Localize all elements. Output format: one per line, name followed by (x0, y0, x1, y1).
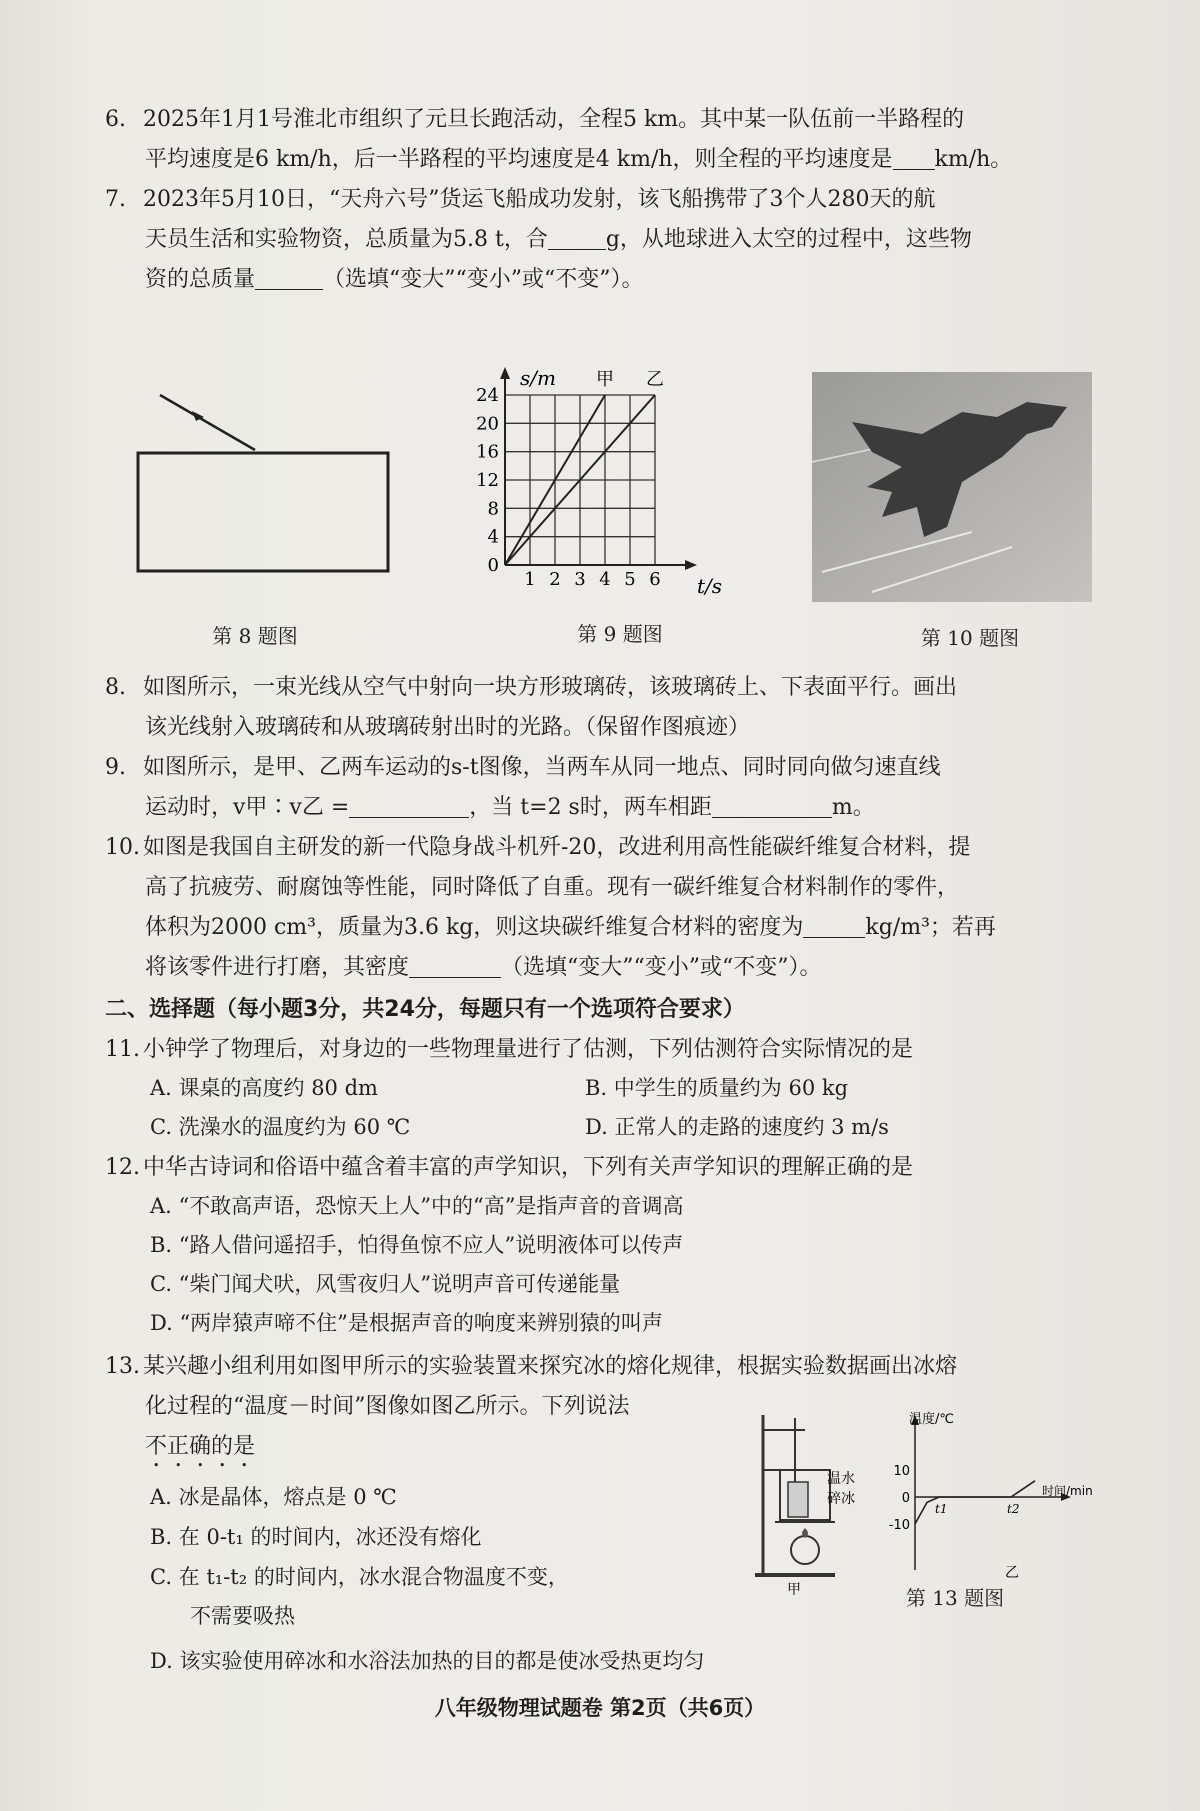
label-figure-yi: 乙 (1005, 1565, 1019, 1581)
question-number: 13. (105, 1354, 140, 1379)
q10-line4b: （选填“变大”“变小”或“不变”）。 (501, 955, 822, 980)
q7-line3a: 资的总质量 (145, 267, 256, 292)
q10-line1: 如图是我国自主研发的新一代隐身战斗机歼-20，改进利用高性能碳纤维复合材料，提 (143, 835, 971, 860)
y-tick-label: 20 (476, 413, 499, 435)
q13-option-d[interactable]: D. 该实验使用碎冰和水浴法加热的目的都是使冰受热更均匀 (150, 1649, 705, 1673)
q8-line1: 如图所示，一束光线从空气中射向一块方形玻璃砖，该玻璃砖上、下表面平行。画出 (143, 675, 958, 700)
x-tick-label: 1 (524, 569, 536, 590)
figure-9-st-chart (465, 365, 735, 605)
q7-line3b: （选填“变大”“变小”或“不变”）。 (323, 267, 644, 292)
x-tick-label: t1 (935, 1502, 948, 1516)
label-crushed-ice: 碎冰 (827, 1491, 855, 1507)
series-label: 甲 (596, 369, 614, 390)
q10-line2: 高了抗疲劳、耐腐蚀等性能，同时降低了自重。现有一碳纤维复合材料制作的零件， (145, 875, 960, 900)
x-tick-label: 6 (649, 569, 661, 590)
q11-option-c[interactable]: C. 洗澡水的温度约为 60 ℃ (150, 1115, 411, 1139)
q10-line3a: 体积为2000 cm³，质量为3.6 kg，则这块碳纤维复合材料的密度为 (145, 915, 804, 940)
y-tick-label: 16 (476, 441, 499, 463)
figure-13-caption: 第 13 题图 (905, 1586, 1005, 1610)
x-tick-label: 4 (599, 569, 611, 590)
x-axis-label: 时间/min (1042, 1484, 1093, 1498)
y-tick-label: 8 (487, 498, 499, 520)
answer-blank[interactable] (548, 223, 606, 250)
q10-line3b: kg/m³；若再 (865, 915, 996, 940)
q12-option-a[interactable]: A. “不敢高声语，恐惊天上人”中的“高”是指声音的音调高 (150, 1194, 684, 1218)
answer-blank[interactable] (349, 791, 469, 818)
figure-13-temperature-chart (885, 1405, 1100, 1585)
question-number: 9. (105, 755, 126, 780)
y-tick-label: 24 (476, 385, 499, 406)
figure-10-j20-photo (812, 372, 1092, 602)
q12-option-d[interactable]: D. “两岸猿声啼不住”是根据声音的响度来辨别猿的叫声 (150, 1311, 663, 1335)
q13-option-a[interactable]: A. 冰是晶体，熔点是 0 ℃ (150, 1485, 397, 1509)
y-tick-label: 0 (901, 1491, 910, 1506)
answer-blank[interactable] (893, 143, 935, 170)
question-6 (105, 100, 1090, 180)
section-2-heading: 二、选择题（每小题3分，共24分，每题只有一个选项符合要求） (105, 997, 745, 1022)
q7-line1: 2023年5月10日，“天舟六号”货运飞船成功发射，该飞船携带了3个人280天的航 (143, 187, 936, 212)
q11-stem: 小钟学了物理后，对身边的一些物理量进行了估测，下列估测符合实际情况的是 (143, 1037, 914, 1062)
x-tick-label: 3 (574, 569, 586, 590)
q13-option-b[interactable]: B. 在 0-t₁ 的时间内，冰还没有熔化 (150, 1525, 482, 1549)
y-axis-label: 温度/℃ (909, 1412, 954, 1427)
question-number: 12. (105, 1155, 140, 1180)
q13-line3: 不正确的是 (145, 1434, 256, 1459)
x-tick-label: t2 (1007, 1502, 1020, 1516)
series-label: 乙 (646, 369, 664, 390)
glass-brick-rect (138, 453, 388, 571)
question-9 (105, 748, 1090, 828)
answer-blank[interactable] (255, 263, 323, 290)
chart-ticks (889, 1464, 1020, 1533)
y-tick-label: 10 (893, 1464, 910, 1479)
incident-ray (160, 395, 255, 450)
x-tick-label: 2 (549, 569, 561, 590)
q7-line2b: g，从地球进入太空的过程中，这些物 (605, 227, 972, 252)
y-tick-label: 0 (487, 555, 499, 576)
page-footer: 八年级物理试题卷 第2页（共6页） (434, 1696, 766, 1720)
q8-line2: 该光线射入玻璃砖和从玻璃砖射出时的光路。（保留作图痕迹） (145, 715, 751, 740)
x-tick-label: 5 (624, 569, 636, 590)
question-10 (105, 828, 1090, 988)
question-number: 6. (105, 107, 126, 132)
q9-line2c: m。 (831, 795, 875, 820)
answer-blank[interactable] (712, 791, 832, 818)
q11-option-d[interactable]: D. 正常人的走路的速度约 3 m/s (585, 1115, 889, 1139)
q9-line1: 如图所示，是甲、乙两车运动的s-t图像，当两车从同一地点、同时同向做匀速直线 (143, 755, 941, 780)
q11-option-b[interactable]: B. 中学生的质量约为 60 kg (585, 1076, 849, 1100)
y-tick-label: 4 (487, 526, 499, 548)
q13-line1: 某兴趣小组利用如图甲所示的实验装置来探究冰的熔化规律，根据实验数据画出冰熔 (143, 1354, 958, 1379)
question-number: 10. (105, 835, 140, 860)
answer-blank[interactable] (409, 951, 501, 978)
question-12 (105, 1148, 1090, 1188)
q7-line2a: 天员生活和实验物资，总质量为5.8 t，合 (145, 227, 548, 252)
alcohol-lamp (791, 1536, 819, 1564)
question-11 (105, 1030, 1090, 1070)
question-7 (105, 180, 1090, 300)
label-figure-jia: 甲 (787, 1582, 801, 1595)
question-number: 11. (105, 1037, 140, 1062)
question-number: 8. (105, 675, 126, 700)
q13-line2: 化过程的“温度－时间”图像如图乙所示。下列说法 (145, 1394, 630, 1419)
q6-unit: km/h。 (934, 147, 1013, 172)
y-tick-label: 12 (476, 470, 499, 491)
test-tube (788, 1482, 808, 1517)
q6-line1: 2025年1月1号淮北市组织了元旦长跑活动，全程5 km。其中某一队伍前一半路程的 (143, 107, 965, 132)
answer-blank[interactable] (803, 911, 865, 938)
label-warm-water: 温水 (827, 1471, 855, 1487)
y-axis-label: s/m (520, 366, 556, 390)
q13-option-c[interactable]: C. 在 t₁-t₂ 的时间内，冰水混合物温度不变， (150, 1565, 569, 1589)
figure-9-caption: 第 9 题图 (577, 622, 663, 646)
chart-series (505, 369, 664, 565)
question-number: 7. (105, 187, 126, 212)
question-8 (105, 668, 1090, 748)
figure-8-glass-brick (130, 385, 400, 585)
q9-line2b: ，当 t=2 s时，两车相距 (469, 795, 712, 820)
figure-10-caption: 第 10 题图 (920, 626, 1020, 650)
chart-ticks (476, 385, 661, 590)
q12-stem: 中华古诗词和俗语中蕴含着丰富的声学知识，下列有关声学知识的理解正确的是 (143, 1155, 914, 1180)
q11-option-a[interactable]: A. 课桌的高度约 80 dm (150, 1076, 378, 1100)
x-axis-label: t/s (697, 574, 723, 598)
x-axis-arrow-icon (685, 560, 697, 570)
q12-option-c[interactable]: C. “柴门闻犬吠，风雪夜归人”说明声音可传递能量 (150, 1272, 621, 1296)
q9-line2a: 运动时，v甲∶v乙 = (145, 795, 350, 820)
q12-option-b[interactable]: B. “路人借问遥招手，怕得鱼惊不应人”说明液体可以传声 (150, 1233, 684, 1257)
figure-8-caption: 第 8 题图 (212, 624, 298, 648)
figure-13-apparatus (755, 1410, 885, 1595)
q10-line4a: 将该零件进行打磨，其密度 (145, 955, 410, 980)
y-tick-label: -10 (888, 1518, 910, 1533)
q6-line2: 平均速度是6 km/h，后一半路程的平均速度是4 km/h，则全程的平均速度是 (145, 147, 893, 172)
q13-option-c-continued: 不需要吸热 (190, 1604, 295, 1628)
y-axis-arrow-icon (500, 367, 510, 379)
